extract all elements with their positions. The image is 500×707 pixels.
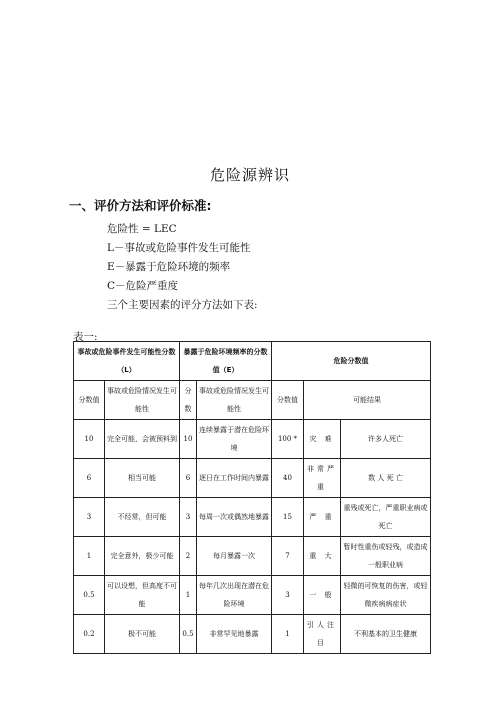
cell-c-result: 暂时性重伤或轻残，或造成一般职业病 bbox=[341, 537, 431, 576]
lec-scoring-table bbox=[73, 341, 431, 654]
table-caption: 表一: bbox=[73, 331, 98, 343]
cell-e-score: 1 bbox=[180, 576, 197, 615]
cell-c-score: 3 bbox=[272, 576, 304, 615]
cell-e-desc: 每月暴露一次 bbox=[197, 537, 272, 576]
header-l-desc: 事故或危险情况发生可能性 bbox=[105, 381, 180, 420]
group-header-row bbox=[74, 342, 431, 381]
cell-l-score: 6 bbox=[74, 459, 105, 498]
cell-c-result: 不利基本的卫生健康 bbox=[341, 615, 431, 654]
header-e-score: 分数 bbox=[180, 381, 197, 420]
header-e-desc: 事故或危险情况发生可能性 bbox=[197, 381, 272, 420]
cell-e-desc: 连续暴露于潜在危险环境 bbox=[197, 420, 272, 459]
cell-c-score: 100 * bbox=[272, 420, 304, 459]
intro-lines bbox=[107, 220, 258, 315]
cell-e-score: 2 bbox=[180, 537, 197, 576]
section-heading: 一、评价方法和评价标准: bbox=[69, 198, 212, 213]
cell-c-level: 引人注目 bbox=[304, 615, 341, 654]
header-e-group: 暴露于危险环境频率的分数值（E） bbox=[180, 342, 272, 381]
page-title: 危险源辨识 bbox=[209, 166, 290, 184]
cell-c-result: 许多人死亡 bbox=[341, 420, 431, 459]
cell-c-level: 一 般 bbox=[304, 576, 341, 615]
table-row bbox=[74, 537, 431, 576]
cell-e-score: 3 bbox=[180, 498, 197, 537]
definition-c: C－危险严重度 bbox=[107, 280, 179, 292]
cell-l-score: 10 bbox=[74, 420, 105, 459]
header-c-result: 可能结果 bbox=[304, 381, 431, 420]
table-row bbox=[74, 576, 431, 615]
table-row bbox=[74, 459, 431, 498]
cell-e-desc: 逐日在工作时间内暴露 bbox=[197, 459, 272, 498]
cell-e-score: 0.5 bbox=[180, 615, 197, 654]
cell-l-score: 0.5 bbox=[74, 576, 105, 615]
cell-e-score: 10 bbox=[180, 420, 197, 459]
cell-l-score: 0.2 bbox=[74, 615, 105, 654]
cell-l-desc: 不经常，但可能 bbox=[105, 498, 180, 537]
cell-c-result: 轻微的可恢复的伤害，或轻微疾病病症状 bbox=[341, 576, 431, 615]
cell-c-level: 灾 难 bbox=[304, 420, 341, 459]
cell-c-level: 严 重 bbox=[304, 498, 341, 537]
header-c-score: 分数值 bbox=[272, 381, 304, 420]
table-row bbox=[74, 498, 431, 537]
cell-c-score: 7 bbox=[272, 537, 304, 576]
cell-l-score: 3 bbox=[74, 498, 105, 537]
header-l-score: 分数值 bbox=[74, 381, 105, 420]
cell-l-desc: 可以设想，但高度不可能 bbox=[105, 576, 180, 615]
cell-l-score: 1 bbox=[74, 537, 105, 576]
table-row bbox=[74, 615, 431, 654]
cell-e-desc: 每年几次出现在潜在危险环境 bbox=[197, 576, 272, 615]
cell-c-score: 40 bbox=[272, 459, 304, 498]
table-row bbox=[74, 420, 431, 459]
cell-e-desc: 非常罕见地暴露 bbox=[197, 615, 272, 654]
cell-c-result: 数 人 死 亡 bbox=[341, 459, 431, 498]
formula-line: 危险性 = LEC bbox=[107, 223, 177, 235]
cell-c-result: 重残或死亡，严重职业病或死亡 bbox=[341, 498, 431, 537]
cell-c-score: 15 bbox=[272, 498, 304, 537]
table-body bbox=[74, 420, 431, 654]
cell-l-desc: 完全可能，会被预料到 bbox=[105, 420, 180, 459]
cell-c-level: 重 大 bbox=[304, 537, 341, 576]
header-l-group: 事故或危险事件发生可能性分数（L） bbox=[74, 342, 180, 381]
cell-l-desc: 相当可能 bbox=[105, 459, 180, 498]
cell-l-desc: 极不可能 bbox=[105, 615, 180, 654]
cell-c-level: 非常严重 bbox=[304, 459, 341, 498]
cell-l-desc: 完全意外，极少可能 bbox=[105, 537, 180, 576]
cell-e-desc: 每周一次或偶然地暴露 bbox=[197, 498, 272, 537]
table-intro-line: 三个主要因素的评分方法如下表: bbox=[107, 299, 258, 311]
cell-e-score: 6 bbox=[180, 459, 197, 498]
definition-e: E－暴露于危险环境的频率 bbox=[107, 261, 231, 273]
definition-l: L－事故或危险事件发生可能性 bbox=[107, 242, 251, 254]
cell-c-score: 1 bbox=[272, 615, 304, 654]
sub-header-row bbox=[74, 381, 431, 420]
header-c-group: 危险分数值 bbox=[272, 342, 431, 381]
